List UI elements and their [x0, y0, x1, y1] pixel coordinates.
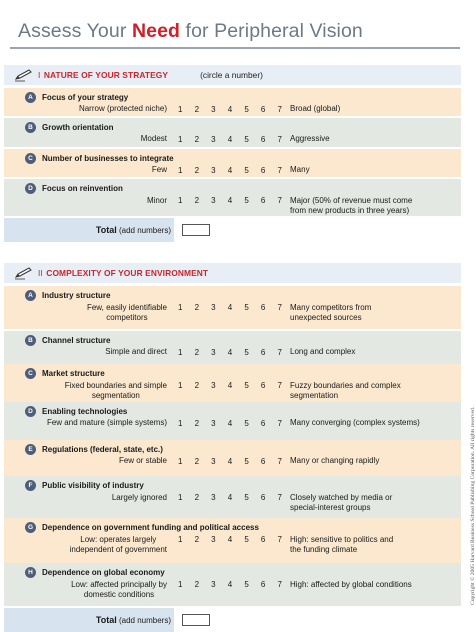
section-title-text: COMPLEXITY OF YOUR ENVIRONMENT	[46, 268, 209, 278]
question-label: Focus on reinvention	[42, 184, 123, 193]
rating-option-2[interactable]: 2	[194, 303, 200, 312]
title-after: for Peripheral Vision	[180, 20, 363, 42]
scale-right-anchor: Many converging (complex systems)	[290, 418, 420, 427]
rating-option-4[interactable]: 4	[227, 580, 233, 589]
rating-option-2[interactable]: 2	[194, 580, 200, 589]
rating-option-1[interactable]: 1	[178, 419, 183, 428]
rating-scale	[178, 535, 282, 544]
rating-option-3[interactable]: 3	[211, 419, 216, 428]
rating-option-4[interactable]: 4	[227, 135, 233, 144]
question-label: Growth orientation	[42, 123, 114, 132]
rating-option-5[interactable]: 5	[244, 457, 249, 466]
total-label-strong: Total	[95, 225, 117, 235]
rating-scale	[178, 196, 282, 205]
question-badge: B	[25, 335, 36, 346]
rating-option-4[interactable]: 4	[227, 166, 233, 175]
total-label-note: (add numbers)	[118, 226, 171, 235]
total-label	[96, 225, 171, 235]
scale-left-anchor: Fixed boundaries and simple segmentation	[64, 381, 167, 400]
total-label-note: (add numbers)	[118, 616, 171, 625]
scale-right-anchor: Many or changing rapidly	[290, 456, 380, 465]
rating-option-1[interactable]: 1	[178, 580, 183, 589]
scale-right-anchor: Many	[290, 165, 310, 174]
section-header	[6, 262, 461, 284]
rating-option-5[interactable]: 5	[244, 493, 249, 502]
rating-option-6[interactable]: 6	[260, 105, 266, 114]
rating-option-6[interactable]: 6	[260, 196, 266, 205]
rating-option-7[interactable]: 7	[277, 381, 282, 390]
question-row	[4, 118, 461, 147]
question-badge: F	[25, 480, 36, 491]
question-badge: G	[25, 522, 36, 533]
rating-option-7[interactable]: 7	[277, 457, 282, 466]
rating-scale	[178, 457, 282, 466]
rating-option-2[interactable]: 2	[194, 457, 200, 466]
rating-option-7[interactable]: 7	[277, 105, 282, 114]
rating-option-5[interactable]: 5	[244, 166, 249, 175]
section-header	[6, 64, 461, 86]
pencil-icon	[14, 266, 34, 280]
question-label: Number of businesses to integrate	[42, 154, 174, 163]
question-badge: D	[25, 406, 36, 417]
rating-scale	[178, 348, 282, 357]
rating-option-4[interactable]: 4	[227, 493, 233, 502]
title-before: Assess Your	[18, 20, 132, 42]
rating-option-3[interactable]: 3	[211, 105, 216, 114]
question-badge: A	[25, 290, 36, 301]
scale-right-anchor: Major (50% of revenue must come from new products in three years)	[290, 196, 413, 215]
rating-option-2[interactable]: 2	[194, 535, 200, 544]
question-row	[4, 149, 461, 177]
scale-left-anchor: Simple and direct	[105, 347, 167, 356]
question-label: Regulations (federal, state, etc.)	[42, 445, 163, 454]
scale-right-anchor: Fuzzy boundaries and complex segmentation	[290, 381, 401, 400]
rating-option-7[interactable]: 7	[277, 580, 282, 589]
rating-option-1[interactable]: 1	[178, 535, 183, 544]
question-badge: D	[25, 183, 36, 194]
section-title-text: NATURE OF YOUR STRATEGY	[43, 70, 169, 80]
scale-right-anchor: Aggressive	[290, 134, 330, 143]
question-badge: C	[25, 368, 36, 379]
question-label: Dependence on global economy	[42, 568, 165, 577]
question-badge: C	[25, 153, 36, 164]
question-label: Focus of your strategy	[42, 93, 129, 102]
question-label: Industry structure	[42, 291, 111, 300]
rating-option-1[interactable]: 1	[178, 381, 183, 390]
question-row	[4, 88, 461, 116]
rating-option-3[interactable]: 3	[211, 196, 216, 205]
rating-option-7[interactable]: 7	[277, 493, 282, 502]
rating-option-5[interactable]: 5	[244, 105, 249, 114]
rating-option-2[interactable]: 2	[194, 493, 200, 502]
rating-option-4[interactable]: 4	[227, 348, 233, 357]
question-row	[4, 402, 461, 440]
rating-option-6[interactable]: 6	[260, 135, 266, 144]
rating-option-3[interactable]: 3	[211, 493, 216, 502]
rating-scale	[178, 419, 282, 428]
rating-option-7[interactable]: 7	[277, 135, 282, 144]
rating-option-3[interactable]: 3	[211, 303, 216, 312]
copyright-notice: Copyright © 2005 Harvard Business School Publishing Corporation. All rights reserved.	[470, 406, 476, 605]
rating-option-1[interactable]: 1	[178, 135, 183, 144]
rating-option-4[interactable]: 4	[227, 303, 233, 312]
title-rule	[10, 47, 460, 49]
rating-option-6[interactable]: 6	[260, 493, 266, 502]
scale-left-anchor: Narrow (protected niche)	[78, 104, 167, 113]
rating-option-4[interactable]: 4	[227, 535, 233, 544]
question-row	[4, 286, 461, 329]
rating-option-5[interactable]: 5	[244, 419, 249, 428]
rating-option-3[interactable]: 3	[211, 535, 216, 544]
question-label: Market structure	[42, 369, 105, 378]
rating-option-5[interactable]: 5	[244, 303, 249, 312]
rating-option-1[interactable]: 1	[178, 303, 183, 312]
scale-left-anchor: Few or stable	[118, 456, 167, 465]
rating-option-2[interactable]: 2	[194, 419, 200, 428]
rating-option-3[interactable]: 3	[211, 166, 216, 175]
scale-left-anchor: Low: affected principally by domestic conditions	[71, 580, 167, 599]
rating-option-2[interactable]: 2	[194, 381, 200, 390]
scale-right-anchor: High: affected by global conditions	[290, 580, 412, 589]
section-title	[38, 268, 208, 278]
rating-option-1[interactable]: 1	[178, 348, 183, 357]
question-label: Channel structure	[42, 336, 111, 345]
scale-left-anchor: Modest	[140, 134, 167, 143]
rating-option-7[interactable]: 7	[277, 166, 282, 175]
scale-right-anchor: Broad (global)	[290, 104, 341, 113]
page-title	[18, 20, 363, 43]
question-label: Dependence on government funding and political access	[42, 523, 259, 532]
rating-option-5[interactable]: 5	[244, 580, 249, 589]
rating-option-3[interactable]: 3	[211, 457, 216, 466]
rating-option-3[interactable]: 3	[211, 381, 216, 390]
rating-option-1[interactable]: 1	[178, 493, 183, 502]
rating-option-7[interactable]: 7	[277, 348, 282, 357]
scale-left-anchor: Minor	[146, 196, 167, 205]
scale-left-anchor: Few and mature (simple systems)	[46, 418, 167, 427]
rating-scale	[178, 381, 282, 390]
rating-option-7[interactable]: 7	[277, 303, 282, 312]
scale-right-anchor: Long and complex	[290, 347, 356, 356]
question-label: Public visibility of industry	[42, 481, 144, 490]
rating-option-4[interactable]: 4	[227, 105, 233, 114]
rating-option-7[interactable]: 7	[277, 196, 282, 205]
rating-option-2[interactable]: 2	[194, 166, 200, 175]
rating-option-6[interactable]: 6	[260, 348, 266, 357]
rating-option-6[interactable]: 6	[260, 419, 266, 428]
section-roman-numeral: II	[38, 268, 43, 278]
total-row	[4, 218, 461, 242]
rating-option-6[interactable]: 6	[260, 303, 266, 312]
total-input-box[interactable]	[182, 224, 210, 236]
section-roman-numeral: I	[38, 70, 41, 80]
rating-scale	[178, 580, 282, 589]
rating-option-4[interactable]: 4	[227, 419, 233, 428]
question-badge: A	[25, 92, 36, 103]
section-title	[38, 70, 168, 80]
scale-left-anchor: Few	[151, 165, 167, 174]
rating-option-4[interactable]: 4	[227, 381, 233, 390]
rating-option-5[interactable]: 5	[244, 196, 249, 205]
rating-option-5[interactable]: 5	[244, 535, 249, 544]
rating-scale	[178, 303, 282, 312]
rating-option-5[interactable]: 5	[244, 381, 249, 390]
rating-scale	[178, 105, 282, 114]
question-row	[4, 440, 461, 476]
total-input-box[interactable]	[182, 614, 210, 626]
scale-left-anchor: Few, easily identifiable competitors	[86, 303, 167, 322]
question-badge: B	[25, 122, 36, 133]
total-label	[96, 615, 171, 625]
question-badge: E	[25, 444, 36, 455]
rating-option-2[interactable]: 2	[194, 196, 200, 205]
scale-left-anchor: Low: operates largely independent of government	[69, 535, 167, 554]
rating-option-7[interactable]: 7	[277, 419, 282, 428]
rating-option-6[interactable]: 6	[260, 166, 266, 175]
scale-right-anchor: Closely watched by media or special-interest groups	[290, 493, 393, 512]
total-label-strong: Total	[95, 615, 117, 625]
rating-option-7[interactable]: 7	[277, 535, 282, 544]
question-badge: H	[25, 567, 36, 578]
scale-right-anchor: High: sensitive to politics and the funding climate	[290, 535, 394, 554]
rating-option-4[interactable]: 4	[227, 196, 233, 205]
rating-option-3[interactable]: 3	[211, 580, 216, 589]
rating-option-1[interactable]: 1	[178, 166, 183, 175]
question-row	[4, 364, 461, 402]
question-row	[4, 518, 461, 563]
rating-option-1[interactable]: 1	[178, 457, 183, 466]
rating-option-2[interactable]: 2	[194, 348, 200, 357]
scale-left-anchor: Largely ignored	[111, 493, 167, 502]
rating-scale	[178, 166, 282, 175]
total-row	[4, 608, 461, 632]
title-emphasis: Need	[131, 20, 181, 42]
rating-option-5[interactable]: 5	[244, 348, 249, 357]
rating-option-6[interactable]: 6	[260, 381, 266, 390]
rating-option-2[interactable]: 2	[194, 105, 200, 114]
question-row	[4, 331, 461, 366]
pencil-icon	[14, 68, 34, 82]
rating-scale	[178, 135, 282, 144]
rating-option-4[interactable]: 4	[227, 457, 233, 466]
section-note: (circle a number)	[200, 70, 263, 80]
question-label: Enabling technologies	[42, 407, 128, 416]
question-row	[4, 476, 461, 518]
rating-option-6[interactable]: 6	[260, 457, 266, 466]
rating-option-6[interactable]: 6	[260, 535, 266, 544]
question-row	[4, 179, 461, 216]
rating-option-6[interactable]: 6	[260, 580, 266, 589]
rating-scale	[178, 493, 282, 502]
rating-option-1[interactable]: 1	[178, 105, 183, 114]
rating-option-1[interactable]: 1	[178, 196, 183, 205]
rating-option-3[interactable]: 3	[211, 135, 216, 144]
question-row	[4, 563, 461, 606]
scale-right-anchor: Many competitors from unexpected sources	[290, 303, 372, 322]
rating-option-3[interactable]: 3	[211, 348, 216, 357]
rating-option-5[interactable]: 5	[244, 135, 249, 144]
rating-option-2[interactable]: 2	[194, 135, 200, 144]
